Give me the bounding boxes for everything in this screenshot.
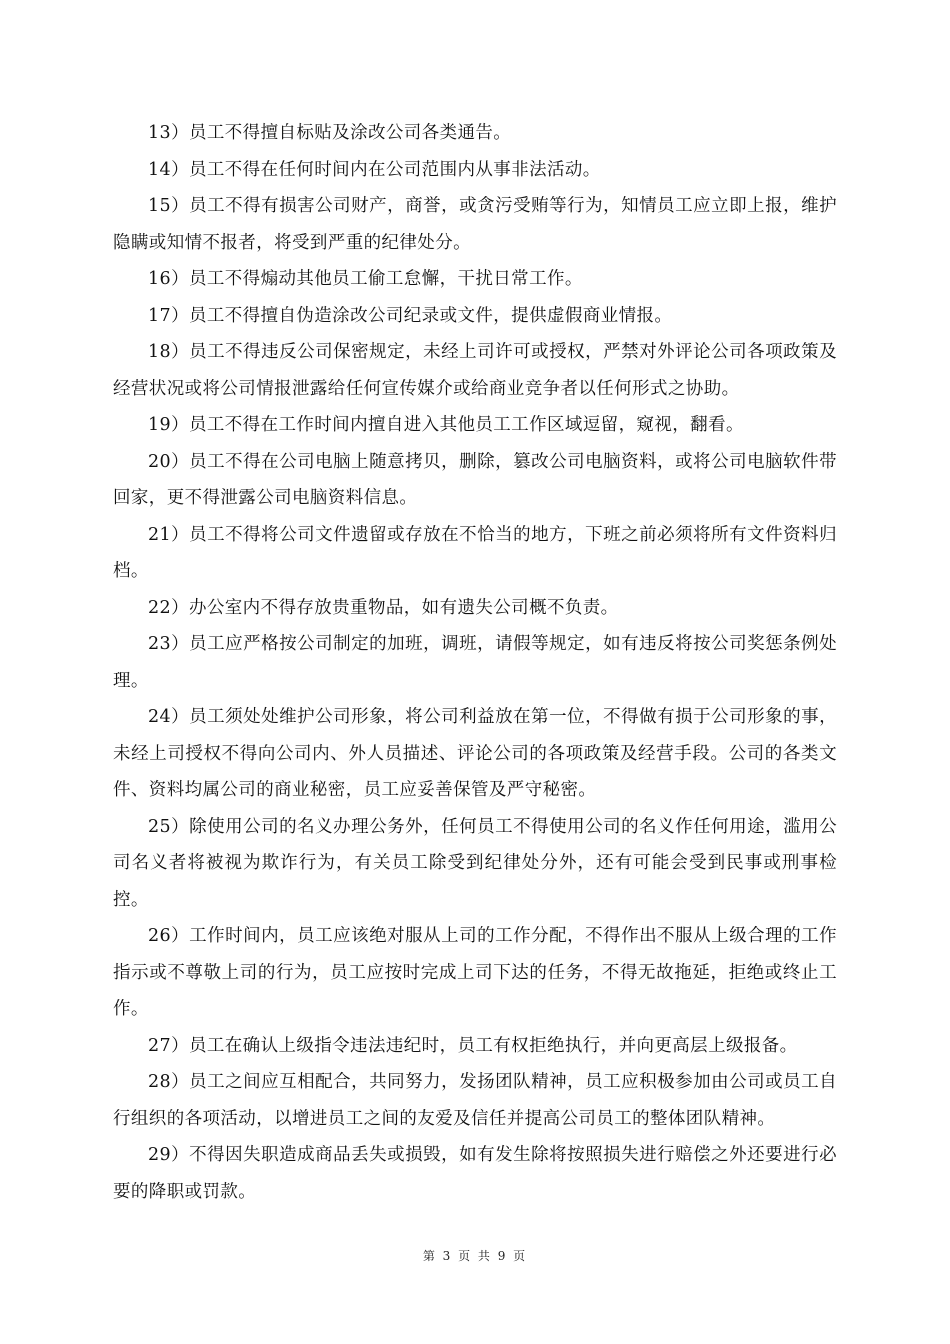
document-body xyxy=(113,115,837,1210)
rule-27: 27）员工在确认上级指令违法违纪时，员工有权拒绝执行，并向更高层上级报备。 xyxy=(148,1035,798,1056)
rule-24: 24）员工须处处维护公司形象，将公司利益放在第一位，不得做有损于公司形象的事，未经上司授权不得向公司内、外人员描述、评论公司的各项政策及经营手段。公司的各类文件、资料均属公司的商业秘密，员工应妥善保管及严守秘密。 xyxy=(113,707,837,800)
rule-15: 15）员工不得有损害公司财产，商誉，或贪污受贿等行为，知情员工应立即上报，维护隐瞒或知情不报者，将受到严重的纪律处分。 xyxy=(113,196,837,253)
rule-19: 19）员工不得在工作时间内擅自进入其他员工工作区域逗留，窥视，翻看。 xyxy=(148,415,744,435)
rule-25: 25）除使用公司的名义办理公务外，任何员工不得使用公司的名义作任何用途，滥用公司名义者将被视为欺诈行为，有关员工除受到纪律处分外，还有可能会受到民事或刑事检控。 xyxy=(113,816,837,910)
rule-28: 28）员工之间应互相配合，共同努力，发扬团队精神，员工应积极参加由公司或员工自行组织的各项活动，以增进员工之间的友爱及信任并提高公司员工的整体团队精神。 xyxy=(113,1072,837,1129)
rule-20: 20）员工不得在公司电脑上随意拷贝，删除，篡改公司电脑资料，或将公司电脑软件带回家，更不得泄露公司电脑资料信息。 xyxy=(113,451,837,508)
rule-23: 23）员工应严格按公司制定的加班，调班，请假等规定，如有违反将按公司奖惩条例处理。 xyxy=(113,634,837,691)
rule-13: 13）员工不得擅自标贴及涂改公司各类通告。 xyxy=(148,123,512,143)
rule-29: 29）不得因失职造成商品丢失或损毁，如有发生除将按照损失进行赔偿之外还要进行必要的降职或罚款。 xyxy=(113,1145,837,1202)
rule-17: 17）员工不得擅自伪造涂改公司纪录或文件，提供虚假商业情报。 xyxy=(148,305,673,326)
rule-14: 14）员工不得在任何时间内在公司范围内从事非法活动。 xyxy=(148,159,601,180)
rule-16: 16）员工不得煽动其他员工偷工怠懈，干扰日常工作。 xyxy=(148,269,583,289)
rule-18: 18）员工不得违反公司保密规定，未经上司许可或授权，严禁对外评论公司各项政策及经营状况或将公司情报泄露给任何宣传媒介或给商业竞争者以任何形式之协助。 xyxy=(113,342,837,399)
page-number-footer: 第 3 页 共 9 页 xyxy=(422,1249,528,1263)
rule-22: 22）办公室内不得存放贵重物品，如有遗失公司概不负责。 xyxy=(148,597,619,618)
rule-26: 26）工作时间内，员工应该绝对服从上司的工作分配，不得作出不服从上级合理的工作指示或不尊敬上司的行为，员工应按时完成上司下达的任务，不得无故拖延，拒绝或终止工作。 xyxy=(113,926,837,1019)
rule-21: 21）员工不得将公司文件遗留或存放在不恰当的地方，下班之前必须将所有文件资料归档。 xyxy=(113,524,837,581)
